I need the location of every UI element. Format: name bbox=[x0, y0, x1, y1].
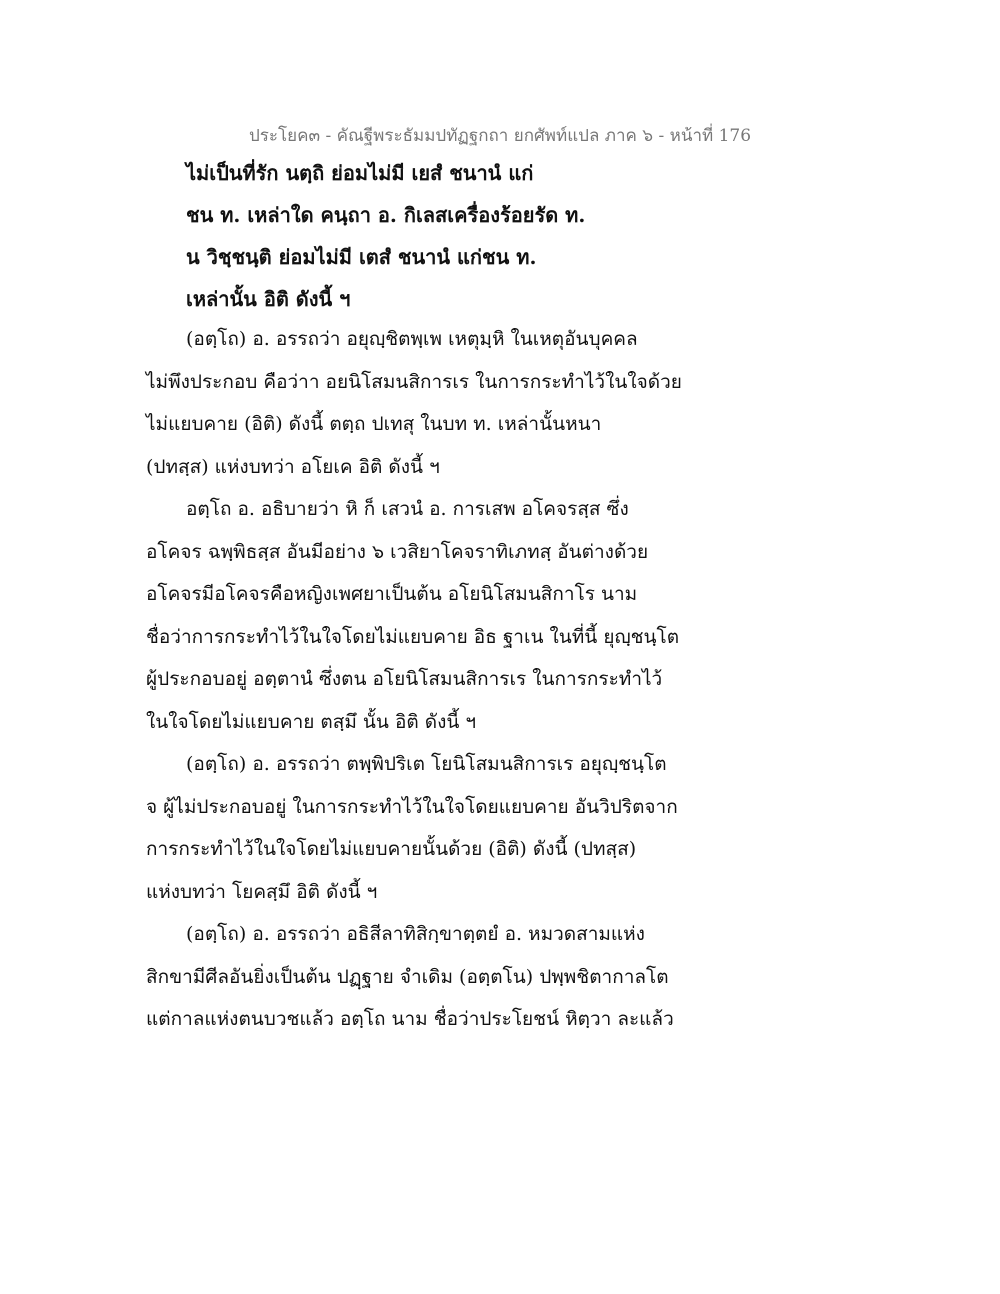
text-line: (อตฺโถ) อ. อรรถว่า อธิสีลาทิสิกฺขาตฺตยํ อ. หมวดสามแห่ง bbox=[186, 923, 645, 945]
text-line: อตฺโถ อ. อธิบายว่า หิ ก็ เสวนํ อ. การเสพ อโคจรสฺส ซึ่ง bbox=[186, 498, 629, 520]
paragraph bbox=[146, 318, 706, 488]
text-line: อโคจร ฉพฺพิธสฺส อันมีอย่าง ๖ เวสิยาโคจราทิเภทสฺ อันต่างด้วย bbox=[146, 540, 649, 563]
text-line: แต่กาลแห่งตนบวชแล้ว อตฺโถ นาม ชื่อว่าประโยชน์ หิตฺวา ละแล้ว bbox=[146, 1008, 674, 1030]
verse-line: ชน ท. เหล่าใด คนฺถา อ. กิเลสเครื่องร้อยรัด ท. bbox=[186, 203, 586, 227]
paragraph bbox=[146, 743, 706, 913]
paragraph bbox=[146, 913, 706, 1041]
text-line: สิกขามีศีลอันยิ่งเป็นต้น ปฏฺฐาย จำเดิม (อตฺตโน) ปพฺพชิตากาลโต bbox=[146, 965, 669, 988]
text-line: ผู้ประกอบอยู่ อตฺตานํ ซึ่งตน อโยนิโสมนสิการเร ในการกระทำไว้ bbox=[146, 668, 663, 690]
text-line: ไม่แยบคาย (อิติ) ดังนี้ ตตฺถ ปเทสุ ในบท ท. เหล่านั้นหนา bbox=[146, 413, 602, 435]
text-line: อโคจรมีอโคจรคือหญิงเพศยาเป็นต้น อโยนิโสมนสิกาโร นาม bbox=[146, 583, 638, 605]
text-line: จ ผู้ไม่ประกอบอยู่ ในการกระทำไว้ในใจโดยแยบคาย อันวิปริตจาก bbox=[146, 795, 678, 818]
body-text bbox=[146, 318, 706, 1041]
text-line: (ปทสฺส) แห่งบทว่า อโยเค อิติ ดังนี้ ฯ bbox=[146, 455, 440, 478]
text-line: (อตฺโถ) อ. อรรถว่า ตพฺพิปริเต โยนิโสมนสิการเร อยุญฺชนฺโต bbox=[186, 753, 667, 775]
text-line: (อตฺโถ) อ. อรรถว่า อยุญฺชิตพฺเพ เหตุมฺหิ ในเหตุอันบุคคล bbox=[186, 328, 638, 350]
text-line: ชื่อว่าการกระทำไว้ในใจโดยไม่แยบคาย อิธ ฐาเน ในที่นี้ ยุญฺชนฺโต bbox=[146, 625, 680, 648]
page-header: ประโยค๓ - คัณฐีพระธัมมปทัฏฐกถา ยกศัพท์แปล ภาค ๖ - หน้าที่ 176 bbox=[248, 126, 752, 146]
text-line: ไม่พึงประกอบ คือว่าา อยนิโสมนสิการเร ในการกระทำไว้ในใจด้วย bbox=[146, 370, 682, 393]
verse-line: น วิชฺชนฺติ ย่อมไม่มี เตสํ ชนานํ แก่ชน ท. bbox=[186, 245, 537, 269]
verse-block bbox=[186, 152, 585, 320]
verse-line: เหล่านั้น อิติ ดังนี้ ฯ bbox=[186, 287, 351, 311]
text-line: การกระทำไว้ในใจโดยไม่แยบคายนั้นด้วย (อิติ) ดังนี้ (ปทสฺส) bbox=[146, 838, 637, 860]
text-line: ในใจโดยไม่แยบคาย ตสฺมึ นั้น อิติ ดังนี้ ฯ bbox=[146, 710, 477, 733]
verse-line: ไม่เป็นที่รัก นตฺถิ ย่อมไม่มี เยสํ ชนานํ แก่ bbox=[186, 161, 534, 185]
text-line: แห่งบทว่า โยคสฺมึ อิติ ดังนี้ ฯ bbox=[146, 880, 378, 903]
paragraph bbox=[146, 488, 706, 743]
